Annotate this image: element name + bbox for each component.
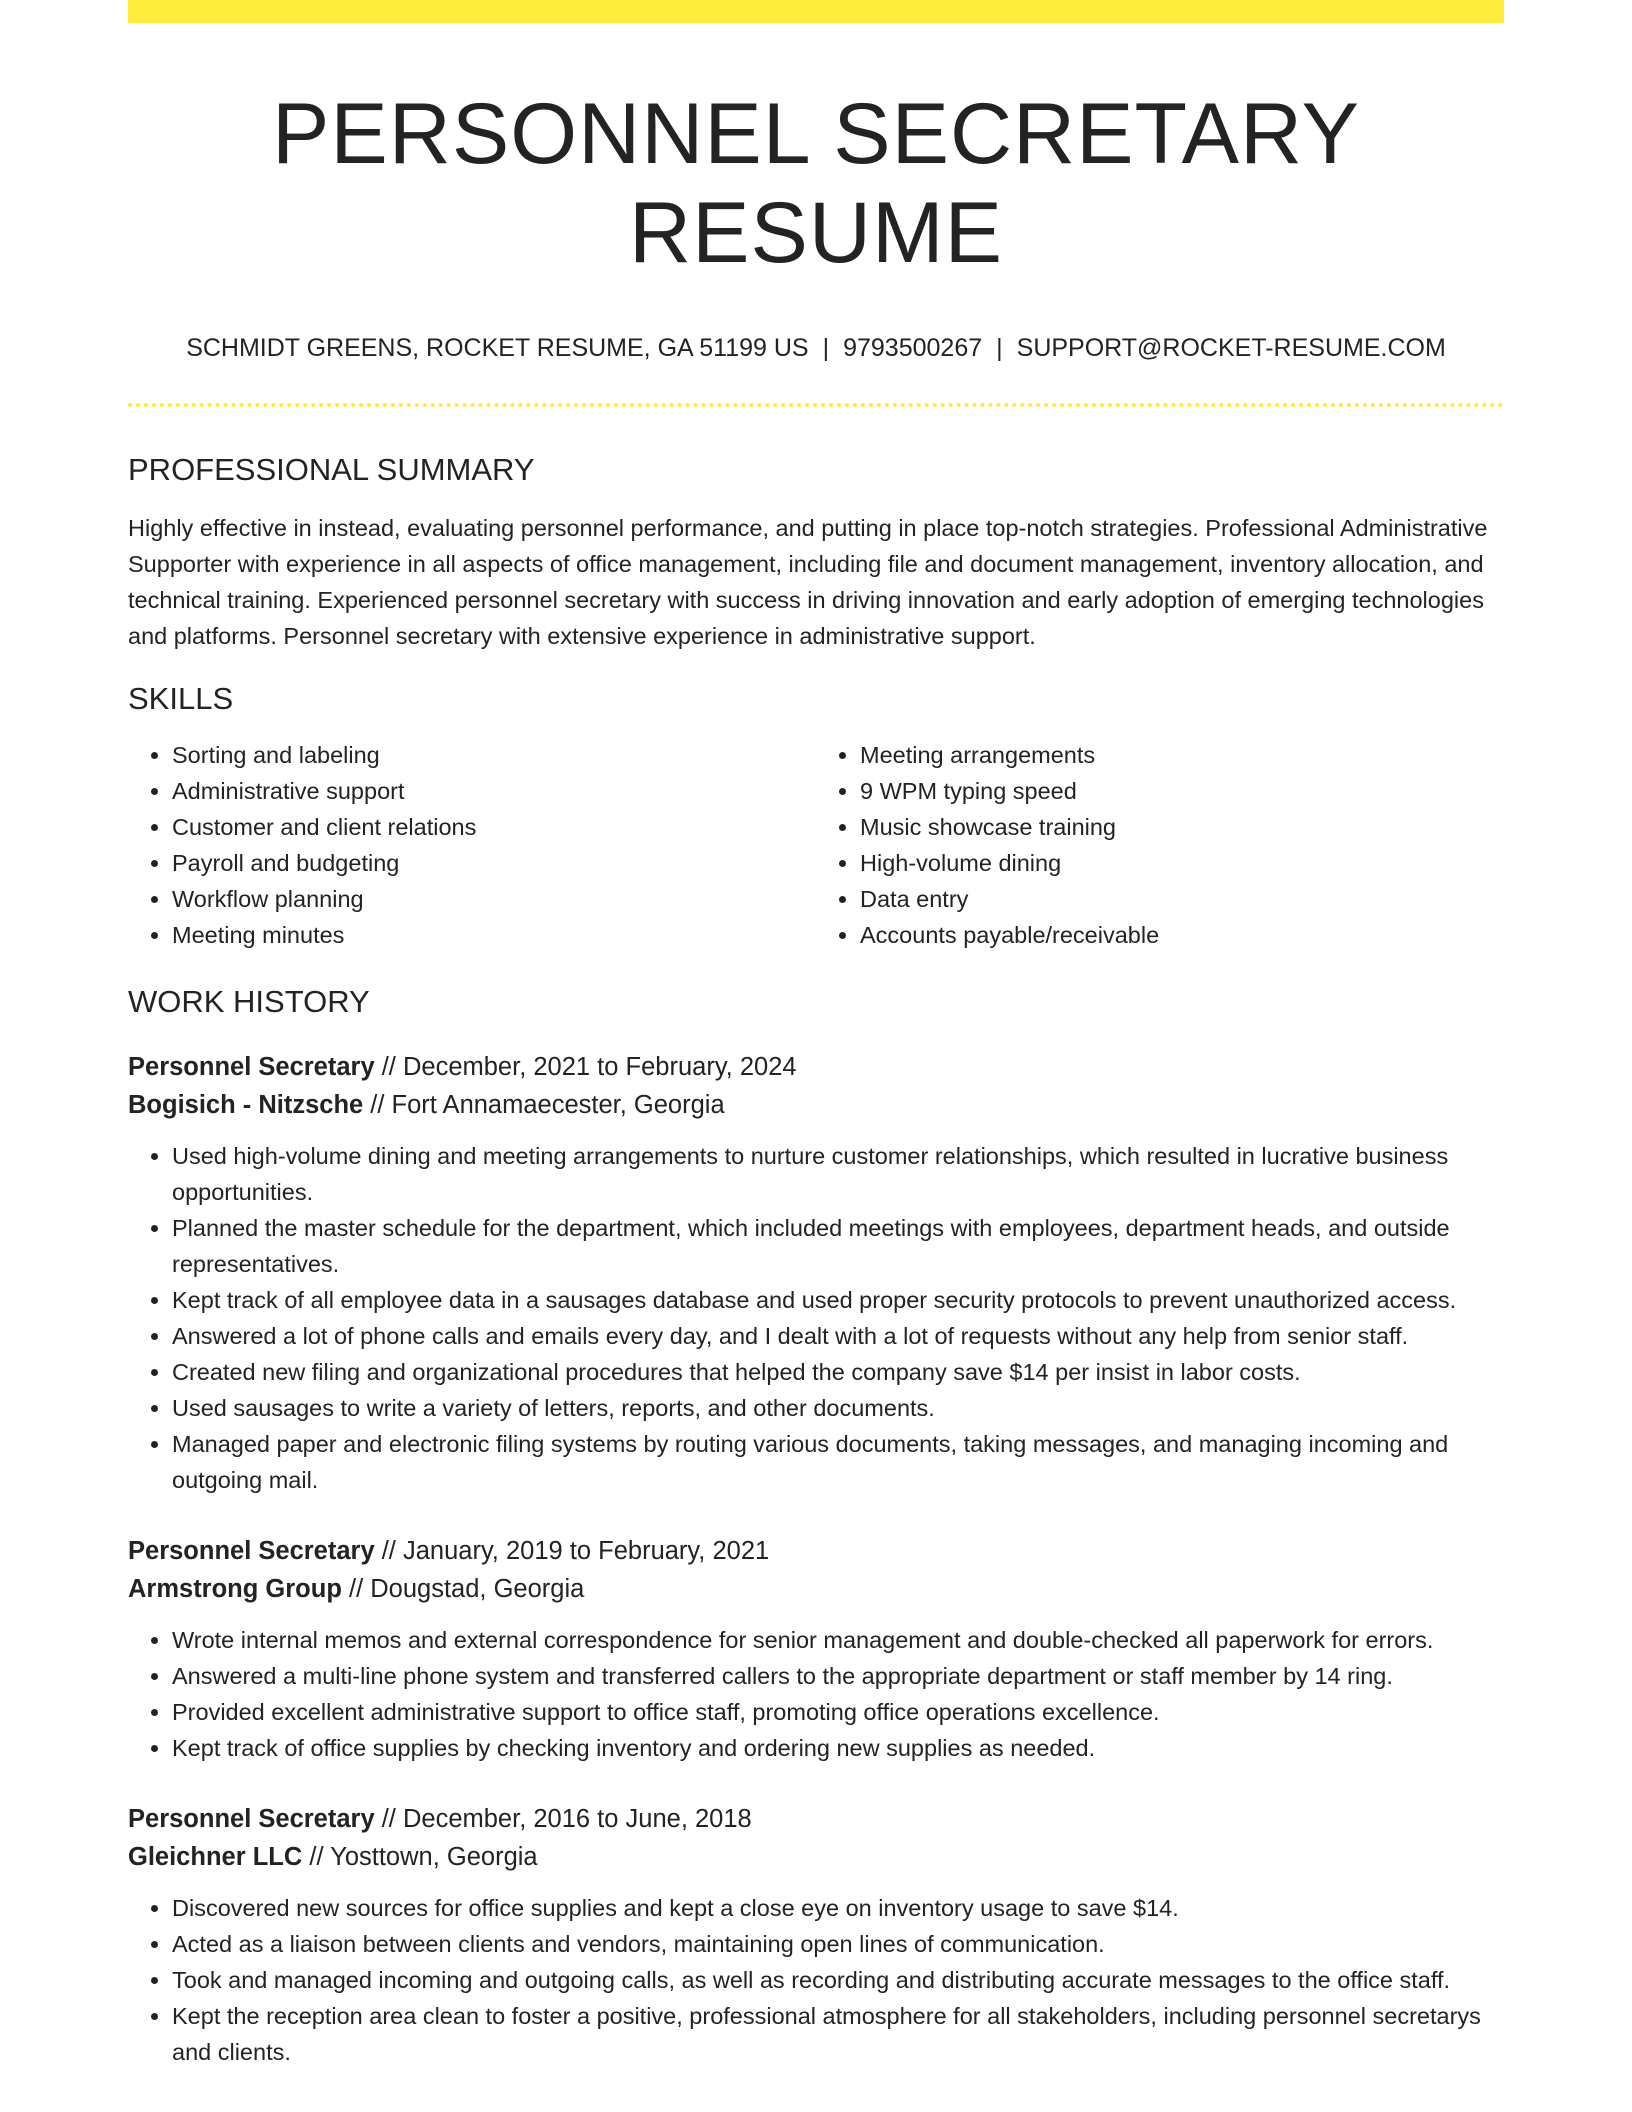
contact-separator: |: [822, 333, 830, 362]
job-dates: // December, 2016 to June, 2018: [374, 1805, 752, 1834]
skills-list: [128, 737, 1504, 953]
skill-item: • Administrative support: [172, 773, 816, 809]
job-bullet: • Acted as a liaison between clients and vendors, maintaining open lines of communication.: [172, 1926, 1504, 1962]
job-bullet: • Created new filing and organizational procedures that helped the company save $14 per insist in labor costs.: [172, 1354, 1504, 1390]
summary-text: Highly effective in instead, evaluating personnel performance, and putting in place top-notch strategies. Professional Administrative Supporter with experience in all aspects of office management, including file and document management, inventory allocation, and technical training. Experienced personnel secretary with success in driving innovation and early adoption of emerging technologies and platforms. Personnel secretary with extensive experience in administrative support.: [128, 514, 1488, 649]
resume-page: [128, 0, 1504, 2070]
job-bullets: [128, 1622, 1504, 1766]
job-bullet: • Kept the reception area clean to foster a positive, professional atmosphere for all stakeholders, including personnel secretarys and clients.: [172, 1998, 1504, 2070]
job-title-line: [128, 1048, 1504, 1086]
job-dates: // December, 2021 to February, 2024: [374, 1053, 797, 1082]
job-company-line: [128, 1570, 1504, 1608]
skill-item: • Sorting and labeling: [172, 737, 816, 773]
job-title-line: [128, 1532, 1504, 1570]
job-bullet: • Kept track of all employee data in a sausages database and used proper security protocols to prevent unauthorized access.: [172, 1282, 1504, 1318]
job-location: // Dougstad, Georgia: [341, 1575, 585, 1604]
skills-column-right: [816, 737, 1504, 953]
accent-bar: [128, 0, 1504, 23]
job-bullet: • Answered a lot of phone calls and emails every day, and I dealt with a lot of requests without any help from senior staff.: [172, 1318, 1504, 1354]
job-role: Personnel Secretary: [128, 1053, 375, 1082]
summary-heading: PROFESSIONAL SUMMARY: [128, 451, 535, 487]
job-bullet: • Planned the master schedule for the department, which included meetings with employees, department heads, and outside representatives.: [172, 1210, 1504, 1282]
contact-email: SUPPORT@ROCKET-RESUME.COM: [1016, 333, 1446, 362]
skills-column-left: [128, 737, 816, 953]
job-role: Personnel Secretary: [128, 1805, 375, 1834]
skill-item: • Meeting arrangements: [860, 737, 1504, 773]
skill-item: • Payroll and budgeting: [172, 845, 816, 881]
skill-item: • Workflow planning: [172, 881, 816, 917]
contact-separator: |: [996, 333, 1003, 362]
job-bullet: • Managed paper and electronic filing systems by routing various documents, taking messages, and managing incoming and outgoing mail.: [172, 1426, 1504, 1498]
job-role: Personnel Secretary: [128, 1537, 375, 1566]
job-company-line: [128, 1086, 1504, 1124]
skill-item: • Customer and client relations: [172, 809, 816, 845]
job-bullets: [128, 1890, 1504, 2070]
contact-phone: 9793500267: [843, 333, 983, 362]
job-company: Armstrong Group: [128, 1575, 342, 1604]
job-entry: [128, 1532, 1504, 1766]
job-bullet: • Wrote internal memos and external correspondence for senior management and double-checked all paperwork for errors.: [172, 1622, 1504, 1658]
dotted-divider: [128, 403, 1504, 407]
work-history-heading: WORK HISTORY: [128, 984, 370, 1020]
job-entry: [128, 1048, 1504, 1498]
skill-item: • High-volume dining: [860, 845, 1504, 881]
resume-title: PERSONNEL SECRETARY RESUME: [272, 86, 1360, 281]
job-bullet: • Used high-volume dining and meeting arrangements to nurture customer relationships, which resulted in lucrative business opportunities.: [172, 1138, 1504, 1210]
skills-heading: SKILLS: [128, 680, 234, 716]
job-company-line: [128, 1838, 1504, 1876]
skill-item: • Accounts payable/receivable: [860, 917, 1504, 953]
job-bullet: • Used sausages to write a variety of letters, reports, and other documents.: [172, 1390, 1504, 1426]
job-company: Gleichner LLC: [128, 1843, 303, 1872]
job-bullet: • Discovered new sources for office supplies and kept a close eye on inventory usage to save $14.: [172, 1890, 1504, 1926]
job-location: // Yosttown, Georgia: [302, 1843, 538, 1872]
contact-address: SCHMIDT GREENS, ROCKET RESUME, GA 51199 US: [186, 333, 809, 362]
job-bullet: • Answered a multi-line phone system and transferred callers to the appropriate department or staff member by 14 ring.: [172, 1658, 1504, 1694]
job-bullet: • Provided excellent administrative support to office staff, promoting office operations excellence.: [172, 1694, 1504, 1730]
job-bullet: • Kept track of office supplies by checking inventory and ordering new supplies as needed.: [172, 1730, 1504, 1766]
job-bullet: • Took and managed incoming and outgoing calls, as well as recording and distributing accurate messages to the office staff.: [172, 1962, 1504, 1998]
contact-line: [128, 333, 1504, 363]
skill-item: • 9 WPM typing speed: [860, 773, 1504, 809]
skill-item: • Music showcase training: [860, 809, 1504, 845]
skill-item: • Meeting minutes: [172, 917, 816, 953]
job-location: // Fort Annamaecester, Georgia: [363, 1091, 725, 1120]
job-bullets: [128, 1138, 1504, 1498]
skill-item: • Data entry: [860, 881, 1504, 917]
job-company: Bogisich - Nitzsche: [128, 1091, 364, 1120]
job-title-line: [128, 1800, 1504, 1838]
job-dates: // January, 2019 to February, 2021: [374, 1537, 770, 1566]
job-entry: [128, 1800, 1504, 2070]
